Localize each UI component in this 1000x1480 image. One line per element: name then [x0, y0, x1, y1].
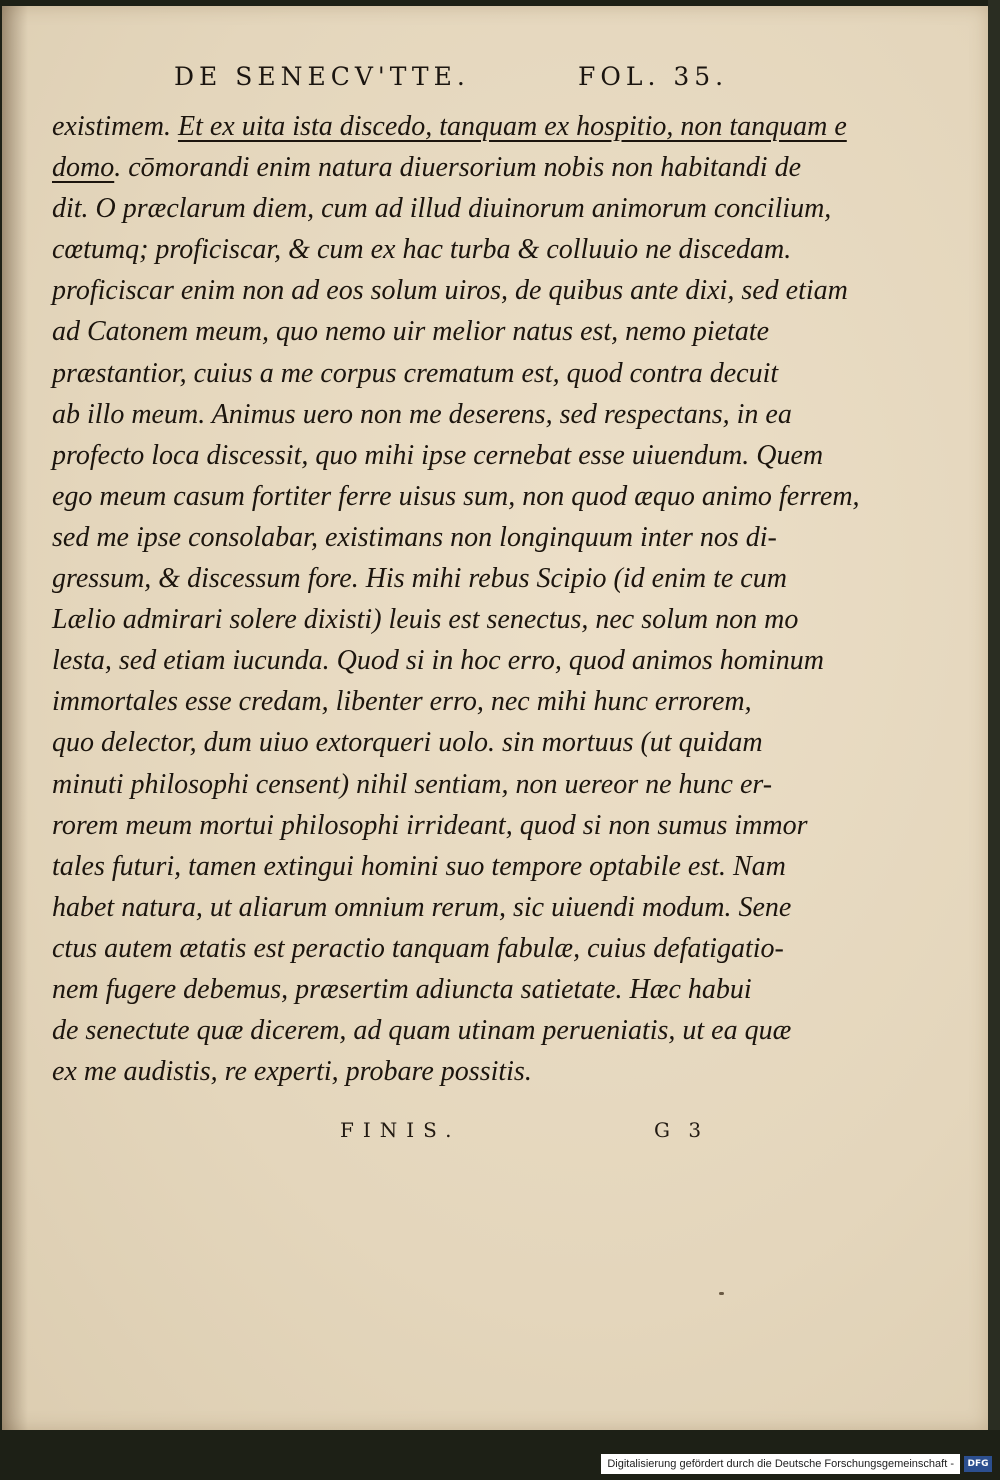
- text-line: [52, 106, 847, 147]
- text-line: habet natura, ut aliarum omnium rerum, sic uiuendi modum. Sene: [52, 891, 792, 923]
- text-line: ego meum casum fortiter ferre uisus sum, non quod æquo animo ferrem,: [52, 480, 860, 512]
- underlined-phrase: Et ex uita ista discedo, tanquam ex hospitio, non tanquam e: [177, 111, 847, 142]
- text-line: Lælio admirari solere dixisti) leuis est senectus, nec solum non mo: [52, 604, 799, 636]
- text-line: præstantior, cuius a me corpus crematum est, quod contra decuit: [52, 357, 779, 389]
- text-line: dit. O præclarum diem, cum ad illud diuinorum animorum concilium,: [52, 193, 832, 225]
- scan-edge: [988, 0, 1000, 1430]
- running-head: [2, 62, 988, 102]
- text-line: minuti philosophi censent) nihil sentiam, non uereor ne hunc er-: [52, 768, 773, 800]
- signature-mark: G 3: [654, 1118, 708, 1142]
- underlined-phrase: domo: [52, 152, 115, 184]
- running-head-title: DE SENECV'TTE.: [174, 62, 470, 91]
- credit-bar: [0, 1430, 1000, 1480]
- text-line: cœtumq; proficiscar, & cum ex hac turba & colluuio ne discedam.: [52, 234, 792, 266]
- text-line-rest: . cōmorandi enim natura diuersorium nobis non habitandi de: [114, 152, 801, 184]
- text-line: immortales esse credam, libenter erro, nec mihi hunc errorem,: [52, 686, 752, 718]
- text-line: nem fugere debemus, præsertim adiuncta satietate. Hæc habui: [52, 973, 752, 1005]
- text-line: lesta, sed etiam iucunda. Quod si in hoc erro, quod animos hominum: [52, 645, 825, 677]
- latin-text-block: [52, 106, 860, 1092]
- text-line: sed me ipse consolabar, existimans non longinquum inter nos di-: [52, 521, 777, 553]
- text-line-start: existimem.: [52, 111, 178, 142]
- text-line: tales futuri, tamen extingui homini suo tempore optabile est. Nam: [52, 850, 786, 882]
- book-page: [2, 6, 988, 1430]
- text-line: de senectute quæ dicerem, ad quam utinam perueniatis, ut ea quæ: [52, 1015, 792, 1047]
- folio-number: FOL. 35.: [578, 62, 729, 91]
- text-line: ad Catonem meum, quo nemo uir melior natus est, nemo pietate: [52, 316, 770, 348]
- text-line: proficiscar enim non ad eos solum uiros, de quibus ante dixi, sed etiam: [52, 275, 848, 307]
- text-line: quo delector, dum uiuo extorqueri uolo. sin mortuus (ut quidam: [52, 727, 763, 759]
- text-line: [52, 147, 801, 188]
- text-line: rorem meum mortui philosophi irrideant, quod si non sumus immor: [52, 809, 808, 841]
- dfg-logo-icon: DFG: [964, 1456, 992, 1472]
- text-line: ctus autem ætatis est peractio tanquam fabulæ, cuius defatigatio-: [52, 932, 784, 964]
- page-footer: [2, 1118, 988, 1154]
- text-line: gressum, & discessum fore. His mihi rebus Scipio (id enim te cum: [52, 563, 787, 595]
- paper-speck: [719, 1292, 724, 1295]
- funding-credit: Digitalisierung gefördert durch die Deutsche Forschungsgemeinschaft -: [601, 1454, 960, 1474]
- text-line: ex me audistis, re experti, probare possitis.: [52, 1056, 532, 1088]
- text-line: profecto loca discessit, quo mihi ipse cernebat esse uiuendum. Quem: [52, 439, 824, 471]
- finis-mark: FINIS.: [340, 1118, 461, 1142]
- text-line: ab illo meum. Animus uero non me deserens, sed respectans, in ea: [52, 398, 792, 430]
